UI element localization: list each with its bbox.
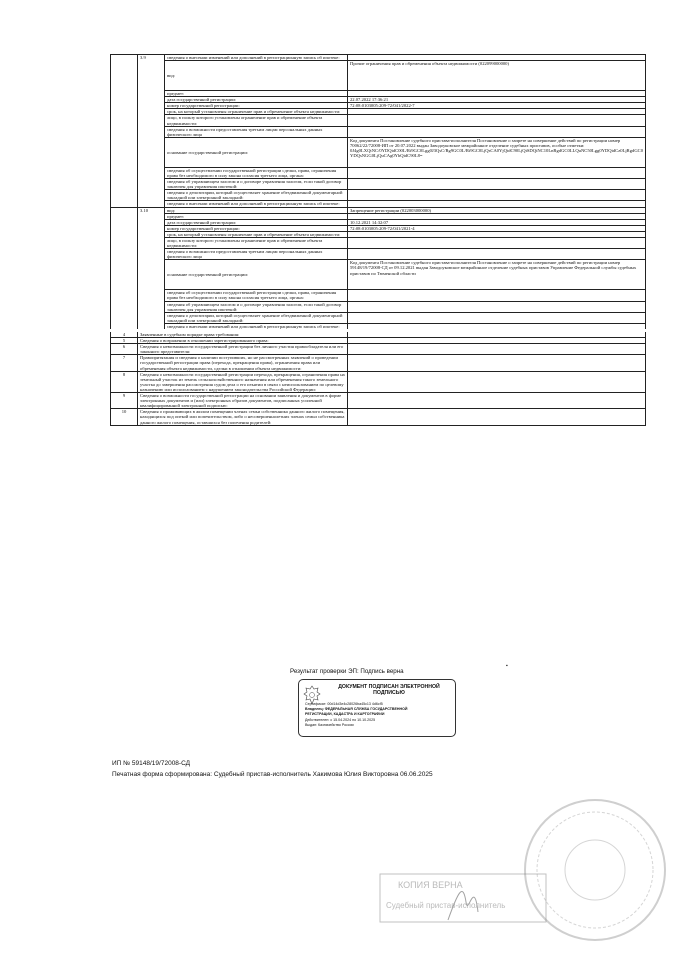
- field-label: вид:: [165, 207, 348, 213]
- document-page: [110, 54, 646, 426]
- field-value: 22.07.2022 17:36:21: [348, 97, 646, 103]
- table-row: [111, 393, 646, 409]
- field-value: [348, 301, 646, 312]
- corner-mark: ▪: [506, 664, 508, 669]
- field-label: срок, на который установлены ограничение прав и обременение объекта недвижимости:: [165, 231, 348, 237]
- section-number: 4: [111, 331, 138, 338]
- section-number: 8: [111, 371, 138, 392]
- field-value: 10.12.2021 14:32:07: [348, 219, 646, 225]
- field-label: предмет:: [165, 91, 348, 97]
- field-label: дата государственной регистрации:: [165, 97, 348, 103]
- field-label: сведения о депозитарии, который осуществляет хранение обездвиженной документарной закладной или электронной закладной:: [165, 312, 348, 323]
- field-label: сведения об осуществлении государственной регистрации сделки, права, ограничения права без необходимого в силу закона согласия третьего лица, органа:: [165, 167, 348, 178]
- stamp-issuer: Выдан: Казначейство России: [305, 723, 354, 727]
- field-value: [348, 249, 646, 260]
- field-label: номер государственной регистрации:: [165, 225, 348, 231]
- section-value: [348, 409, 646, 425]
- section-number: 10: [111, 409, 138, 425]
- field-value: [348, 115, 646, 126]
- section-value: [348, 344, 646, 355]
- section-number: 7: [111, 355, 138, 371]
- field-label: сведения о возможности предоставления третьим лицам персональных данных физического лица: [165, 249, 348, 260]
- signature-check-result: Результат проверки ЭП: Подпись верна: [290, 668, 404, 675]
- field-label: лицо, в пользу которого установлены ограничение прав и обременение объекта недвижимости:: [165, 237, 348, 248]
- section-number-blank: [111, 207, 138, 331]
- section-label: Сведения о проживающих в жилом помещении членах семьи собственника данного жилого помещения, находящихся под опекой или попечительством, либо о несовершеннолетних членах семьи собственника данного жилого помещения, оставшихся без попечения родителей:: [138, 409, 348, 425]
- stamp-title: ДОКУМЕНТ ПОДПИСАН ЭЛЕКТРОННОЙ ПОДПИСЬЮ: [338, 684, 440, 696]
- stamp-validity: Действителен: с 15.04.2024 по 10.10.2025: [305, 718, 376, 722]
- field-value: [348, 167, 646, 178]
- table-row: [111, 190, 646, 201]
- field-value: [348, 179, 646, 190]
- field-value: 72:08:0103005:209-72/041/2021-4: [348, 225, 646, 231]
- table-row: [111, 331, 646, 338]
- field-value: [348, 126, 646, 137]
- copy-stamp-line-2: Судебный пристав-исполнитель: [386, 901, 506, 910]
- section-number: 5: [111, 338, 138, 344]
- field-value: [348, 237, 646, 248]
- section-label: Сведения о возражении в отношении зарегистрированного права:: [138, 338, 348, 344]
- field-value: [348, 190, 646, 201]
- table-row: [111, 167, 646, 178]
- field-label: сведения об осуществлении государственной регистрации сделки, права, ограничения права без необходимого в силу закона согласия третьего лица, органа:: [165, 290, 348, 301]
- section-number: 6: [111, 344, 138, 355]
- table-row: [111, 126, 646, 137]
- section-value: [348, 331, 646, 338]
- field-label: номер государственной регистрации:: [165, 103, 348, 109]
- subsection-number: 3.10: [138, 207, 165, 331]
- copy-stamp-line-1: КОПИЯ ВЕРНА: [398, 880, 463, 890]
- section-label: Сведения о возможности государственной регистрации на основании заявления и документов в форме электронных документов и (или) электронных образов документов, подписанных усиленной квалифицированной электронной подписью:: [138, 393, 348, 409]
- field-label: срок, на который установлены ограничение прав и обременение объекта недвижимости:: [165, 109, 348, 115]
- field-label: дата государственной регистрации:: [165, 219, 348, 225]
- section-label: Заявленные в судебном порядке права требования:: [138, 331, 348, 338]
- field-label: сведения о внесении изменений или дополнений в регистрационную запись об ипотеке:: [165, 201, 348, 207]
- field-value: [348, 323, 646, 330]
- registry-table: [110, 54, 646, 426]
- table-row: [111, 61, 646, 91]
- table-row: [111, 115, 646, 126]
- field-value: [348, 312, 646, 323]
- stamp-owner-2: РЕГИСТРАЦИИ, КАДАСТРА И КАРТОГРАФИИ: [305, 712, 385, 716]
- section-value: [348, 355, 646, 371]
- ip-number: ИП № 59148/19/72008-СД: [112, 760, 191, 767]
- stamp-owner: Владелец: ФЕДЕРАЛЬНАЯ СЛУЖБА ГОСУДАРСТВЕННОЙ: [305, 707, 408, 711]
- field-label: сведения о внесении изменений или дополнений в регистрационную запись об ипотеке:: [165, 55, 348, 61]
- printed-by: Печатная форма сформирована: Судебный пристав-исполнитель Хакимова Юлия Викторовна 06.06.2025: [112, 771, 433, 778]
- table-row: [111, 290, 646, 301]
- table-row: [111, 344, 646, 355]
- field-value: Прочие ограничения прав и обременения объекта недвижимости (022099000000): [348, 61, 646, 91]
- copy-stamp: [378, 872, 548, 924]
- field-label: сведения об управляющем залогом и о договоре управления залогом, если такой договор заключен для управления ипотекой:: [165, 301, 348, 312]
- field-label: вид:: [165, 61, 348, 91]
- field-value: Код документа Постановление судебного пристава-исполнителя Постановление о запрете на совершение действий по регистрации номер 59148/19/72008-СД от 09.12.2021 выдан Заводоуковское межрайонное отделение судебных приставов Управление Федеральной службы судебных приставов по Тюменской области: [348, 260, 646, 290]
- table-row: [111, 301, 646, 312]
- field-label: сведения об управляющем залогом и о договоре управления залогом, если такой договор заключен для управления ипотекой:: [165, 179, 348, 190]
- table-row: [111, 179, 646, 190]
- table-row: [111, 371, 646, 392]
- table-row: [111, 355, 646, 371]
- section-label: Сведения о невозможности государственной регистрации без личного участия правообладателя или его законного представителя:: [138, 344, 348, 355]
- section-number: 9: [111, 393, 138, 409]
- field-label: лицо, в пользу которого установлены ограничение прав и обременение объекта недвижимости:: [165, 115, 348, 126]
- field-label: основание государственной регистрации:: [165, 260, 348, 290]
- section-number-blank: [111, 55, 138, 208]
- field-label: сведения о внесении изменений или дополнений в регистрационную запись об ипотеке:: [165, 323, 348, 330]
- table-row: [111, 409, 646, 425]
- electronic-signature-stamp: [298, 679, 456, 737]
- field-label: сведения о возможности предоставления третьим лицам персональных данных физического лица: [165, 126, 348, 137]
- field-value: Запрещение регистрации (022003000000): [348, 207, 646, 213]
- section-value: [348, 393, 646, 409]
- field-value: Код документа Постановление судебного пристава-исполнителя Постановление о запрете на совершение действий по регистрации номер 70062/22/72008-ИП от 20.07.2022 выдан Заводоуковское межрайонное отделение судебных приставов, особые отметки: 0J4g0LXQtNC/0YDQtdC00L/Ri9GC0Lgg0J3QsC/Rg9GC0L/Ri9GC0LjQsCA0YjQtdC90LjQtSDQtNC10LnRgdGC0LLQuNC50Lgg0YDQtdCz0LjRgdGC0YDQsNGG0LjQuCAg0YbQtdC90L8=: [348, 137, 646, 167]
- table-row: [111, 237, 646, 248]
- section-value: [348, 371, 646, 392]
- stamp-certificate: Сертификат: 00d14d3e4c28026ba45c13 4d6cf5: [305, 702, 383, 706]
- table-row: [111, 137, 646, 167]
- section-label: Сведения о невозможности государственной регистрации перехода, прекращения, ограничения права на земельный участок из земель сельскохозяйственного назначения или обременения такого земельного участка до завершения рассмотрения судом дела о его изъятии в связи с неиспользованием по целевому назначению или использованием с нарушением законодательства Российской Федерации:: [138, 371, 348, 392]
- table-row: [111, 323, 646, 330]
- field-label: сведения о депозитарии, который осуществляет хранение обездвиженной документарной закладной или электронной закладной:: [165, 190, 348, 201]
- field-value: 72:08:0103005:209-72/041/2022-7: [348, 103, 646, 109]
- subsection-number: 3.9: [138, 55, 165, 208]
- table-row: [111, 312, 646, 323]
- field-label: предмет:: [165, 213, 348, 219]
- table-row: [111, 260, 646, 290]
- table-row: [111, 249, 646, 260]
- field-value: [348, 290, 646, 301]
- field-label: основание государственной регистрации:: [165, 137, 348, 167]
- section-label: Правопритязания и сведения о наличии поступивших, но не рассмотренных заявлений о проведении государственной регистрации права (перехода, прекращения права), ограничения права или обременения объекта недвижимости, сделки в отношении объекта недвижимости:: [138, 355, 348, 371]
